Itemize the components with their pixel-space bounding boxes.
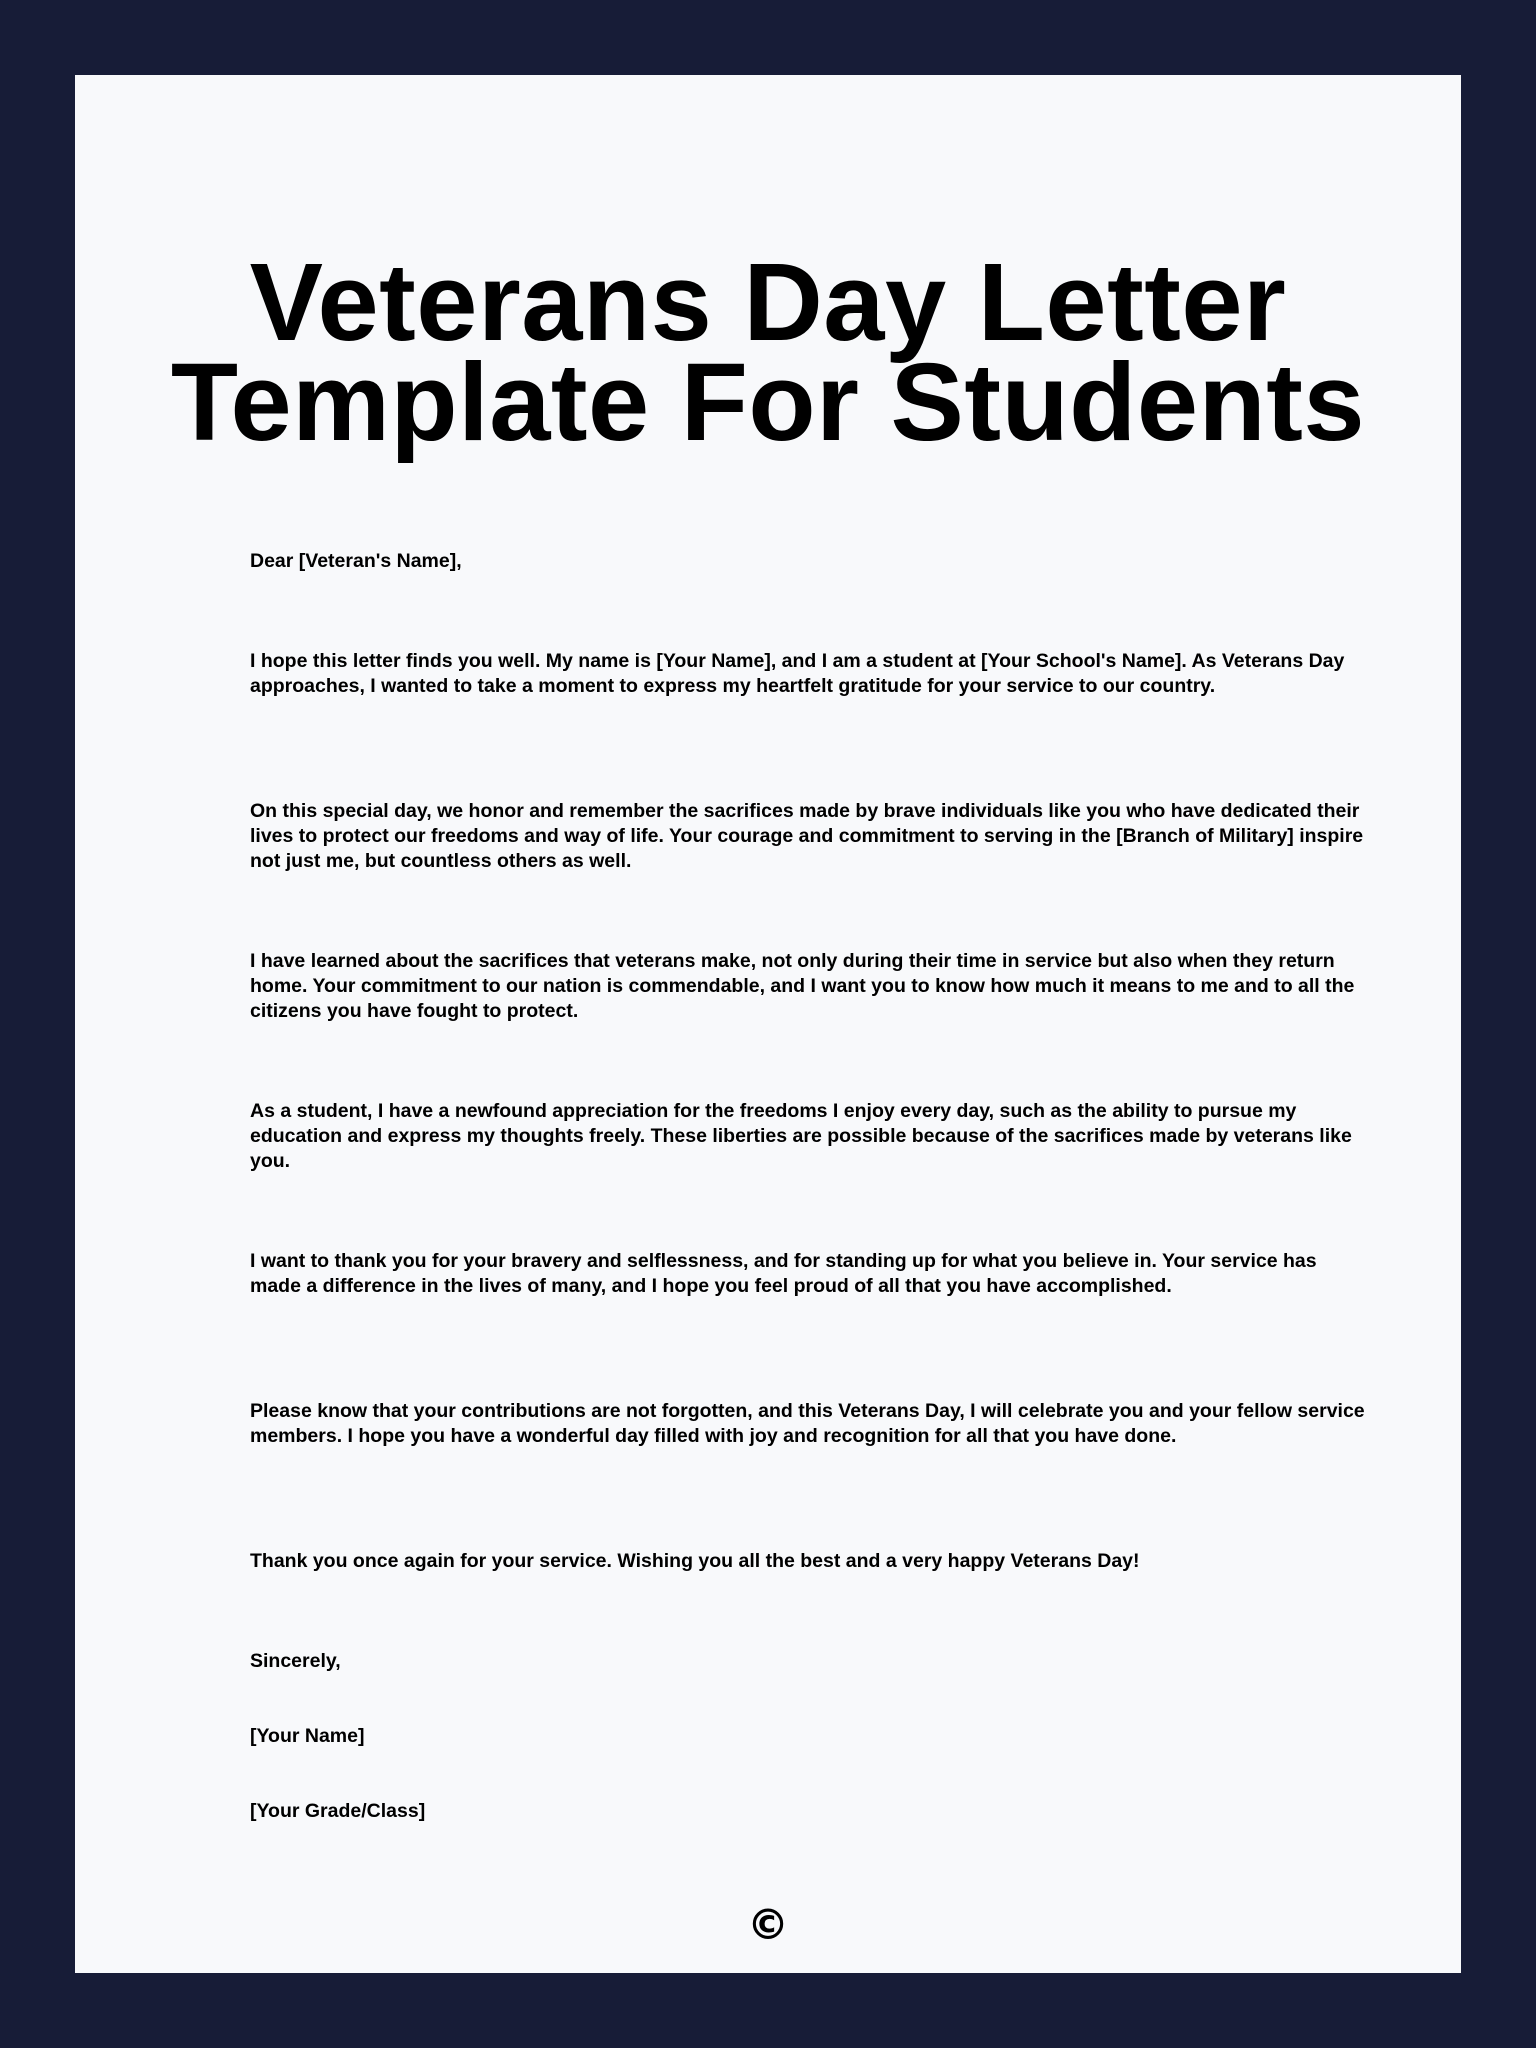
signature-class: [Your Grade/Class] bbox=[250, 1800, 426, 1822]
paragraph-6: Please know that your contributions are not forgotten, and this Veterans Day, I will celebrate you and your fellow service members. I hope you have a wonderful day filled with joy and recognition for all that you have done. bbox=[250, 1400, 1365, 1447]
paragraph-4: As a student, I have a newfound appreciation for the freedoms I enjoy every day, such as the ability to pursue my education and express my thoughts freely. These liberties are possible because of the sacrifices made by veterans like you. bbox=[250, 1100, 1352, 1172]
page-title bbox=[75, 241, 1461, 464]
letter-page bbox=[75, 75, 1461, 1973]
paragraph-3: I have learned about the sacrifices that veterans make, not only during their time in service but also when they return home. Your commitment to our nation is commendable, and I want you to know how much it means to me and to all the citizens you have fought to protect. bbox=[250, 950, 1355, 1022]
paragraph-1: I hope this letter finds you well. My name is [Your Name], and I am a student at [Your School's Name]. As Veterans Day approaches, I wanted to take a moment to express my heartfelt gratitude for your service to our country. bbox=[250, 650, 1345, 697]
greeting: Dear [Veteran's Name], bbox=[250, 550, 462, 572]
copyright-icon: © bbox=[747, 1900, 789, 1949]
title-line-1: Veterans Day Letter bbox=[249, 241, 1287, 364]
signature-name: [Your Name] bbox=[250, 1725, 365, 1747]
paragraph-7: Thank you once again for your service. Wishing you all the best and a very happy Veterans Day! bbox=[250, 1550, 1140, 1572]
paragraph-2: On this special day, we honor and remember the sacrifices made by brave individuals like you who have dedicated their lives to protect our freedoms and way of life. Your courage and commitment to serving in the [Branch of Military] inspire not just me, but countless others as well. bbox=[250, 800, 1364, 872]
title-line-2: Template For Students bbox=[170, 341, 1366, 464]
closing: Sincerely, bbox=[250, 1650, 341, 1672]
paragraph-5: I want to thank you for your bravery and selflessness, and for standing up for what you believe in. Your service has made a difference in the lives of many, and I hope you feel proud of all that you have accomplished. bbox=[250, 1250, 1317, 1297]
